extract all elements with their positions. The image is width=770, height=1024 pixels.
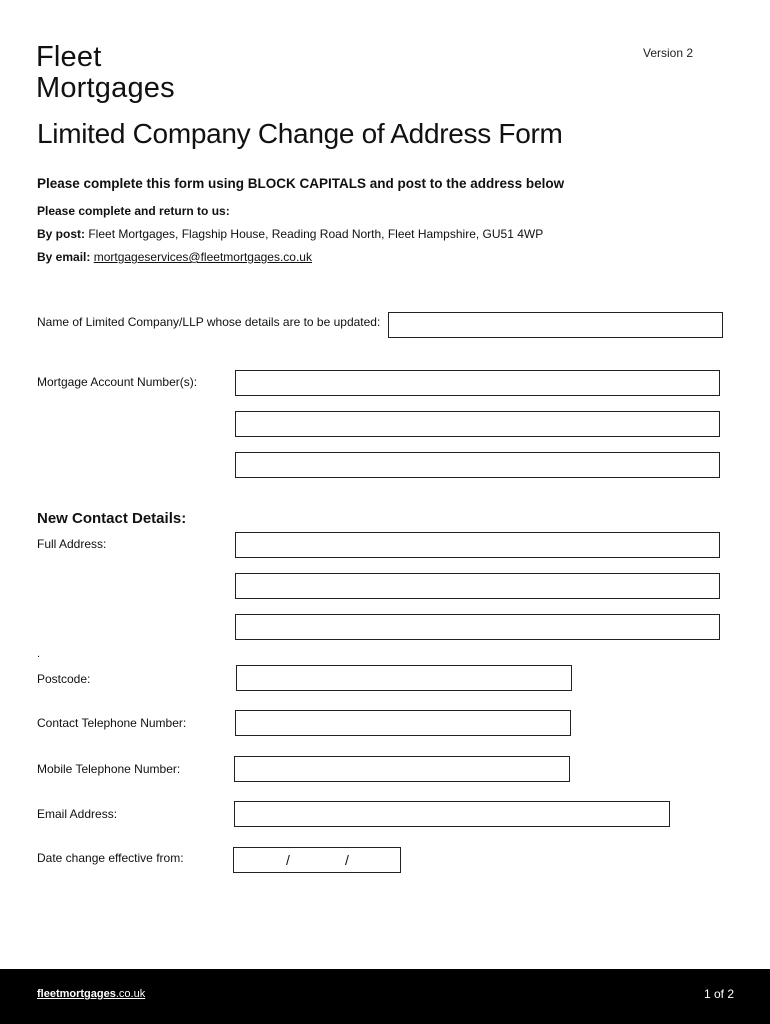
- date-separator-2: /: [345, 852, 349, 868]
- company-name-label: Name of Limited Company/LLP whose details are to be updated:: [37, 315, 381, 329]
- contact-phone-label: Contact Telephone Number:: [37, 716, 187, 730]
- post-address-line: [37, 227, 543, 241]
- post-address: Fleet Mortgages, Flagship House, Reading Road North, Fleet Hampshire, GU51 4WP: [88, 227, 544, 241]
- email-address-label: Email Address:: [37, 807, 118, 821]
- contact-phone-field[interactable]: [235, 710, 571, 736]
- account-number-field-3[interactable]: [235, 452, 720, 478]
- footer-link-rest: .co.uk: [115, 988, 146, 1000]
- footer-link-bold: fleetmortgages: [37, 988, 116, 1000]
- full-address-label: Full Address:: [37, 537, 107, 551]
- logo-line-2: Mortgages: [36, 72, 175, 104]
- address-field-3[interactable]: [235, 614, 720, 640]
- page-title: Limited Company Change of Address Form: [37, 118, 563, 149]
- stray-dot: .: [37, 648, 41, 660]
- email-label: By email:: [37, 250, 91, 264]
- address-field-2[interactable]: [235, 573, 720, 599]
- account-number-field-1[interactable]: [235, 370, 720, 396]
- address-field-1[interactable]: [235, 532, 720, 558]
- block-capitals-instruction: Please complete this form using BLOCK CAPITALS and post to the address below: [37, 176, 565, 191]
- fleet-mortgages-logo: [36, 42, 175, 104]
- account-numbers-label: Mortgage Account Number(s):: [37, 375, 198, 389]
- version-label: Version 2: [643, 46, 694, 60]
- post-label: By post:: [37, 227, 85, 241]
- mobile-phone-field[interactable]: [234, 756, 570, 782]
- account-number-field-2[interactable]: [235, 411, 720, 437]
- logo-line-1: Fleet: [36, 41, 102, 73]
- email-link[interactable]: mortgageservices@fleetmortgages.co.uk: [93, 250, 312, 264]
- email-contact-line: [37, 250, 312, 264]
- mobile-phone-label: Mobile Telephone Number:: [37, 762, 181, 776]
- company-name-field[interactable]: [388, 312, 723, 338]
- date-effective-label: Date change effective from:: [37, 851, 184, 865]
- footer-website-link[interactable]: [37, 988, 145, 1000]
- return-heading: Please complete and return to us:: [37, 204, 230, 218]
- postcode-field[interactable]: [236, 665, 572, 691]
- postcode-label: Postcode:: [37, 672, 91, 686]
- page-number: 1 of 2: [704, 987, 735, 1001]
- new-contact-details-heading: New Contact Details:: [37, 510, 187, 527]
- date-effective-field[interactable]: [233, 847, 401, 873]
- email-address-field[interactable]: [234, 801, 670, 827]
- date-separator-1: /: [286, 852, 290, 868]
